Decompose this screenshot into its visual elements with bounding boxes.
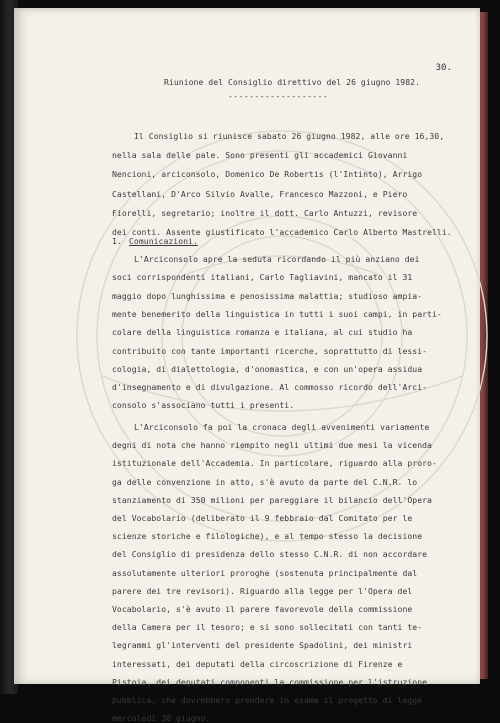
text-line: del Vocabolario (deliberato il 9 febbraio dal Comitato per le — [112, 513, 413, 523]
text-line: Vocabolario, s'è avuto il parere favorevole della commissione — [112, 604, 413, 614]
text-line: della Camera per il tesoro; e si sono sollecitati con tanti te- — [112, 622, 423, 633]
text-line: Nencioni, arciconsolo, Domenico De Robertis (l'Intinto), Arrigo — [112, 169, 423, 180]
text-line: istituzionale dell'Accademia. In particolare, riguardo alla proro- — [112, 458, 437, 469]
text-line: mente benemerito della linguistica in tutti i suoi campi, in parti- — [112, 308, 442, 319]
section-heading: Comunicazioni. — [129, 236, 198, 246]
text-line: pubblica, che dovrebbero prendere in esame il progetto di legge — [112, 695, 423, 705]
text-line: Castellani, D'Arco Silvio Avalle, Francesco Mazzoni, e Piero — [112, 188, 408, 199]
text-line: L'Arciconsolo apre la seduta ricordando il più anziano dei — [134, 254, 420, 264]
text-line: contribuito con tante importanti ricerche, soprattutto di lessi- — [112, 345, 428, 356]
text-line: soci corrispondenti italiani, Carlo Tagliavini, mancato il 31 — [112, 272, 413, 283]
text-line: mercoledì 30 giugno. — [112, 713, 211, 723]
text-line: dei conti. Assente giustificato l'accademico Carlo Alberto Mastrelli. — [112, 227, 452, 237]
document-page — [14, 8, 480, 723]
text-line: cologia, di dialettologia, d'onomastica, e con un'opera assidua — [112, 363, 423, 374]
text-line: legrammi gl'interventi del presidente Spadolini, dei ministri — [112, 640, 413, 651]
text-line: interessati, dei deputati della circoscrizione di Firenze e — [112, 658, 403, 669]
text-line: L'Arciconsolo fa poi la cronaca degli avvenimenti variamente — [134, 422, 430, 432]
text-line: nella sala delle pale. Sono presenti gli accademici Giovanni — [112, 150, 408, 161]
text-line: Il Consiglio si riunisce sabato 26 giugno 1982, alle ore 16,30, — [134, 131, 445, 141]
text-line: parere dei tre revisori). Riguardo alla legge per l'Opera del — [112, 585, 413, 596]
text-line: stanziamento di 350 milioni per pareggiare il bilancio dell'Opera — [112, 494, 432, 505]
text-line: Fiorelli, segretario; inoltre il dott. Carlo Antuzzi, revisore — [112, 207, 418, 218]
text-line: consolo s'associano tutti i presenti. — [112, 400, 295, 411]
text-line: maggio dopo lunghissima e penosissima malattia; studioso ampia- — [112, 290, 423, 301]
text-line: Pistoia, dei deputati componenti la commissione per l'istruzione — [112, 676, 428, 687]
text-line: del Consiglio di presidenza dello stesso C.N.R. di non accordare — [112, 549, 428, 560]
title-rule: ------------------- — [228, 91, 329, 101]
text-line: scienze storiche e filologiche), e al tempo stesso la decisione — [112, 531, 423, 542]
page-title: Riunione del Consiglio direttivo del 26 giugno 1982. — [164, 77, 420, 87]
text-line: assolutamente ulteriori proroghe (sostenuta principalmente dal — [112, 567, 418, 578]
section-number: 1. — [112, 236, 122, 246]
text-line: d'insegnamento e di divulgazione. Al commosso ricordo dell'Arci- — [112, 382, 428, 393]
text-line: colare della linguistica romanza e italiana, al cui studio ha — [112, 327, 413, 338]
page-number: 30. — [435, 63, 452, 73]
text-line: ga delle convenzione in atto, s'è avuto da parte del C.N.R. lo — [112, 476, 418, 487]
text-line: degni di nota che hanno riempito negli ultimi due mesi la vicenda — [112, 440, 432, 451]
